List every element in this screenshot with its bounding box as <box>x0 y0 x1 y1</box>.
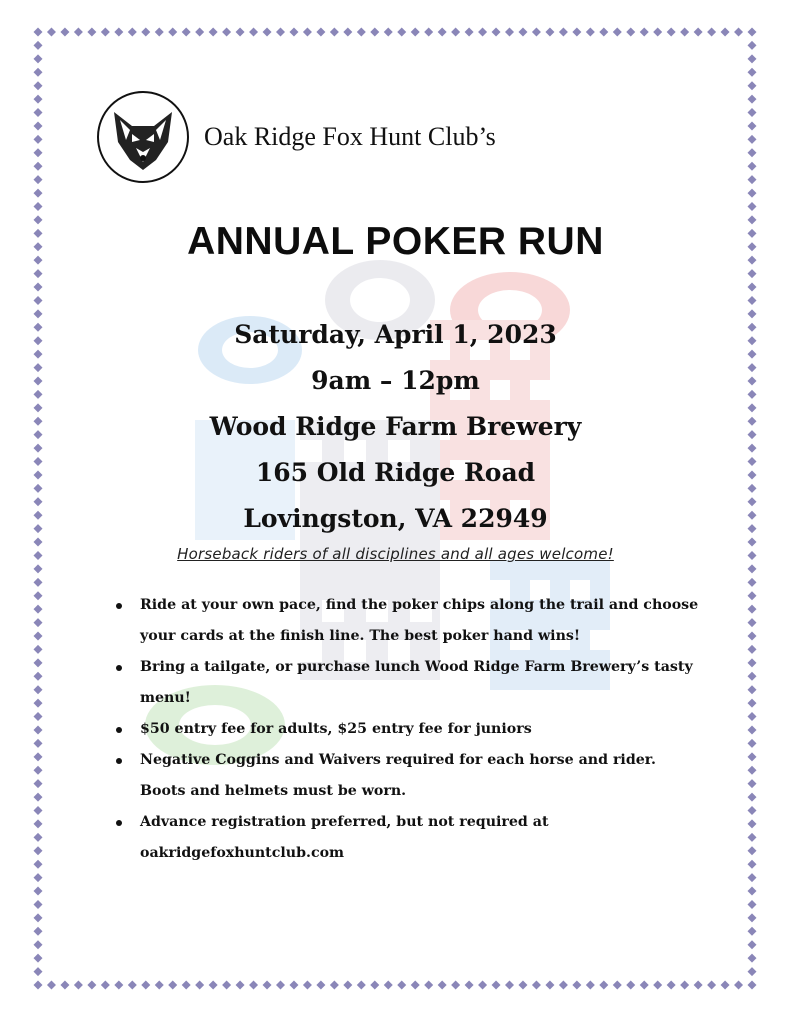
event-street: 165 Old Ridge Road <box>255 458 536 487</box>
bullet-icon <box>116 820 122 826</box>
event-city: Lovingston, VA 22949 <box>243 504 548 533</box>
bullet-icon <box>116 665 122 671</box>
list-item <box>114 590 704 652</box>
event-title: ANNUAL POKER RUN <box>187 220 604 263</box>
list-item <box>114 652 704 714</box>
event-venue: Wood Ridge Farm Brewery <box>209 412 582 441</box>
list-item-text: Bring a tailgate, or purchase lunch Wood Ridge Farm Brewery’s tasty menu! <box>140 659 693 706</box>
list-item-text: Ride at your own pace, find the poker chips along the trail and choose your cards at the finish line. The best poker hand wins! <box>140 597 699 644</box>
bullet-icon <box>116 603 122 609</box>
list-item-text: Advance registration preferred, but not required at oakridgefoxhuntclub.com <box>140 814 549 861</box>
club-name: Oak Ridge Fox Hunt Club’s <box>204 122 496 151</box>
info-list <box>114 590 704 869</box>
list-item <box>114 745 704 807</box>
fox-logo <box>96 90 190 184</box>
bullet-icon <box>116 727 122 733</box>
event-details <box>0 312 791 542</box>
welcome-tagline: Horseback riders of all disciplines and all ages welcome! <box>177 545 614 563</box>
list-item <box>114 714 704 745</box>
list-item-text: Negative Coggins and Waivers required for each horse and rider. Boots and helmets must be worn. <box>140 752 656 799</box>
list-item-text: $50 entry fee for adults, $25 entry fee for juniors <box>140 721 532 737</box>
event-date: Saturday, April 1, 2023 <box>234 320 557 349</box>
event-time: 9am – 12pm <box>311 366 480 395</box>
bullet-icon <box>116 758 122 764</box>
list-item <box>114 807 704 869</box>
